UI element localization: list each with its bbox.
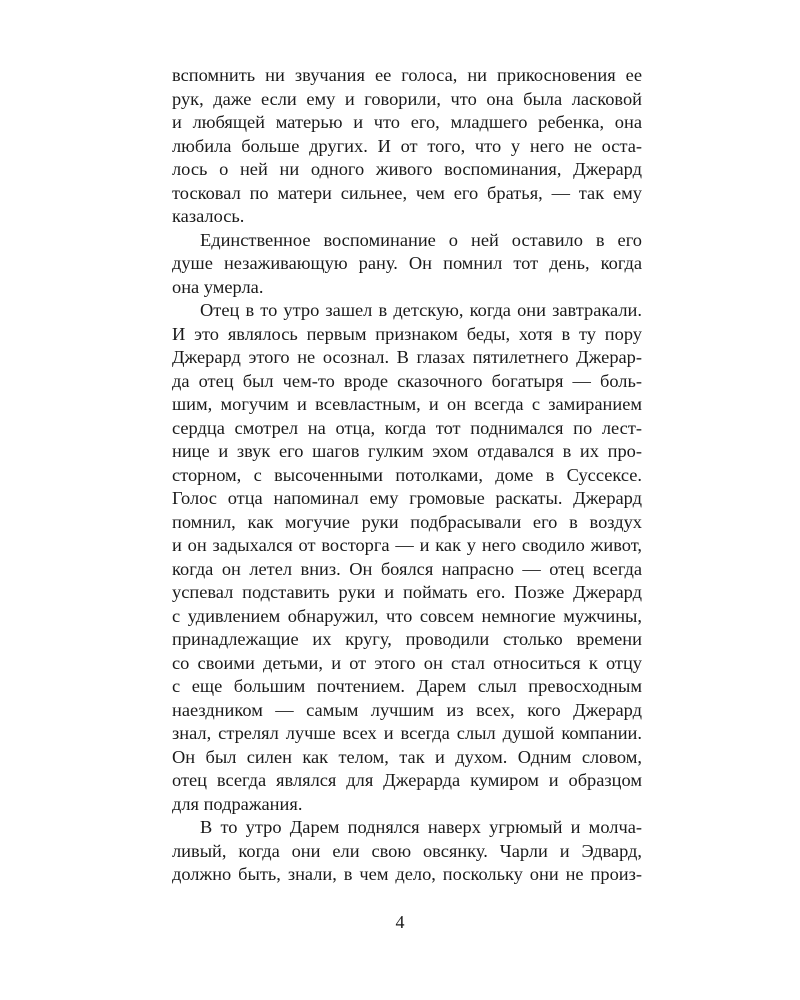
text-line: душе незаживающую рану. Он помнил тот день, когда	[172, 253, 642, 273]
text-line: вспомнить ни звучания ее голоса, ни прикосновения ее	[172, 65, 642, 85]
text-line: отец всегда являлся для Джерарда кумиром и образцом	[172, 770, 642, 790]
paragraph	[172, 229, 642, 300]
text-line: наездником — самым лучшим из всех, кого Джерард	[172, 699, 642, 720]
text-line: принадлежащие их кругу, проводили столько времени	[172, 629, 642, 649]
text-line: знал, стрелял лучше всех и всегда слыл душой компании.	[172, 723, 642, 743]
text-line: она умерла.	[172, 276, 264, 297]
paragraph	[172, 299, 642, 816]
text-line: когда он летел вниз. Он боялся напрасно — отец всегда	[172, 558, 642, 579]
text-line: с удивлением обнаружил, что совсем немногие мужчины,	[172, 605, 642, 626]
text-line: Джерард этого не осознал. В глазах пятилетнего Джерар-	[172, 347, 642, 367]
text-line: шим, могучим и всевластным, и он всегда с замиранием	[172, 394, 642, 414]
text-line: и любящей матерью и что его, младшего ребенка, она	[172, 112, 642, 132]
text-line: казалось.	[172, 206, 245, 226]
page-number: 4	[395, 912, 405, 932]
text-line: Он был силен как телом, так и духом. Одним словом,	[172, 746, 642, 767]
text-line: лось о ней ни одного живого воспоминания, Джерард	[172, 159, 642, 179]
text-line: успевал подставить руки и поймать его. Позже Джерард	[172, 582, 642, 602]
text-line: ливый, когда они ели свою овсянку. Чарли и Эдвард,	[172, 840, 642, 861]
text-line: сердца смотрел на отца, когда тот поднимался по лест-	[172, 417, 642, 438]
text-line: для подражания.	[172, 793, 303, 814]
paragraph	[172, 816, 642, 887]
text-line: В то утро Дарем поднялся наверх угрюмый и молча-	[200, 817, 642, 837]
text-line: со своими детьми, и от этого он стал относиться к отцу	[172, 652, 642, 673]
paragraph	[172, 64, 642, 229]
text-line: Единственное воспоминание о ней оставило в его	[200, 229, 642, 250]
text-line: любила больше других. И от того, что у него не оста-	[172, 135, 642, 156]
text-line: Голос отца напоминал ему громовые раскаты. Джерард	[172, 488, 642, 508]
text-line: И это являлось первым признаком беды, хотя в ту пору	[172, 323, 642, 344]
text-line: нице и звук его шагов гулким эхом отдавался в их про-	[172, 441, 642, 461]
text-line: рук, даже если ему и говорили, что она была ласковой	[172, 88, 642, 109]
book-page-text	[172, 64, 642, 887]
text-line: сторном, с высоченными потолками, доме в Суссексе.	[172, 464, 642, 485]
text-line: да отец был чем-то вроде сказочного богатыря — боль-	[172, 370, 642, 391]
text-line: с еще большим почтением. Дарем слыл превосходным	[172, 676, 642, 696]
text-line: Отец в то утро зашел в детскую, когда они завтракали.	[200, 300, 642, 320]
text-line: и он задыхался от восторга — и как у него сводило живот,	[172, 535, 642, 555]
text-line: тосковал по матери сильнее, чем его братья, — так ему	[172, 182, 642, 203]
text-line: помнил, как могучие руки подбрасывали его в воздух	[172, 511, 642, 532]
text-line: должно быть, знали, в чем дело, поскольку они не произ-	[172, 864, 642, 884]
